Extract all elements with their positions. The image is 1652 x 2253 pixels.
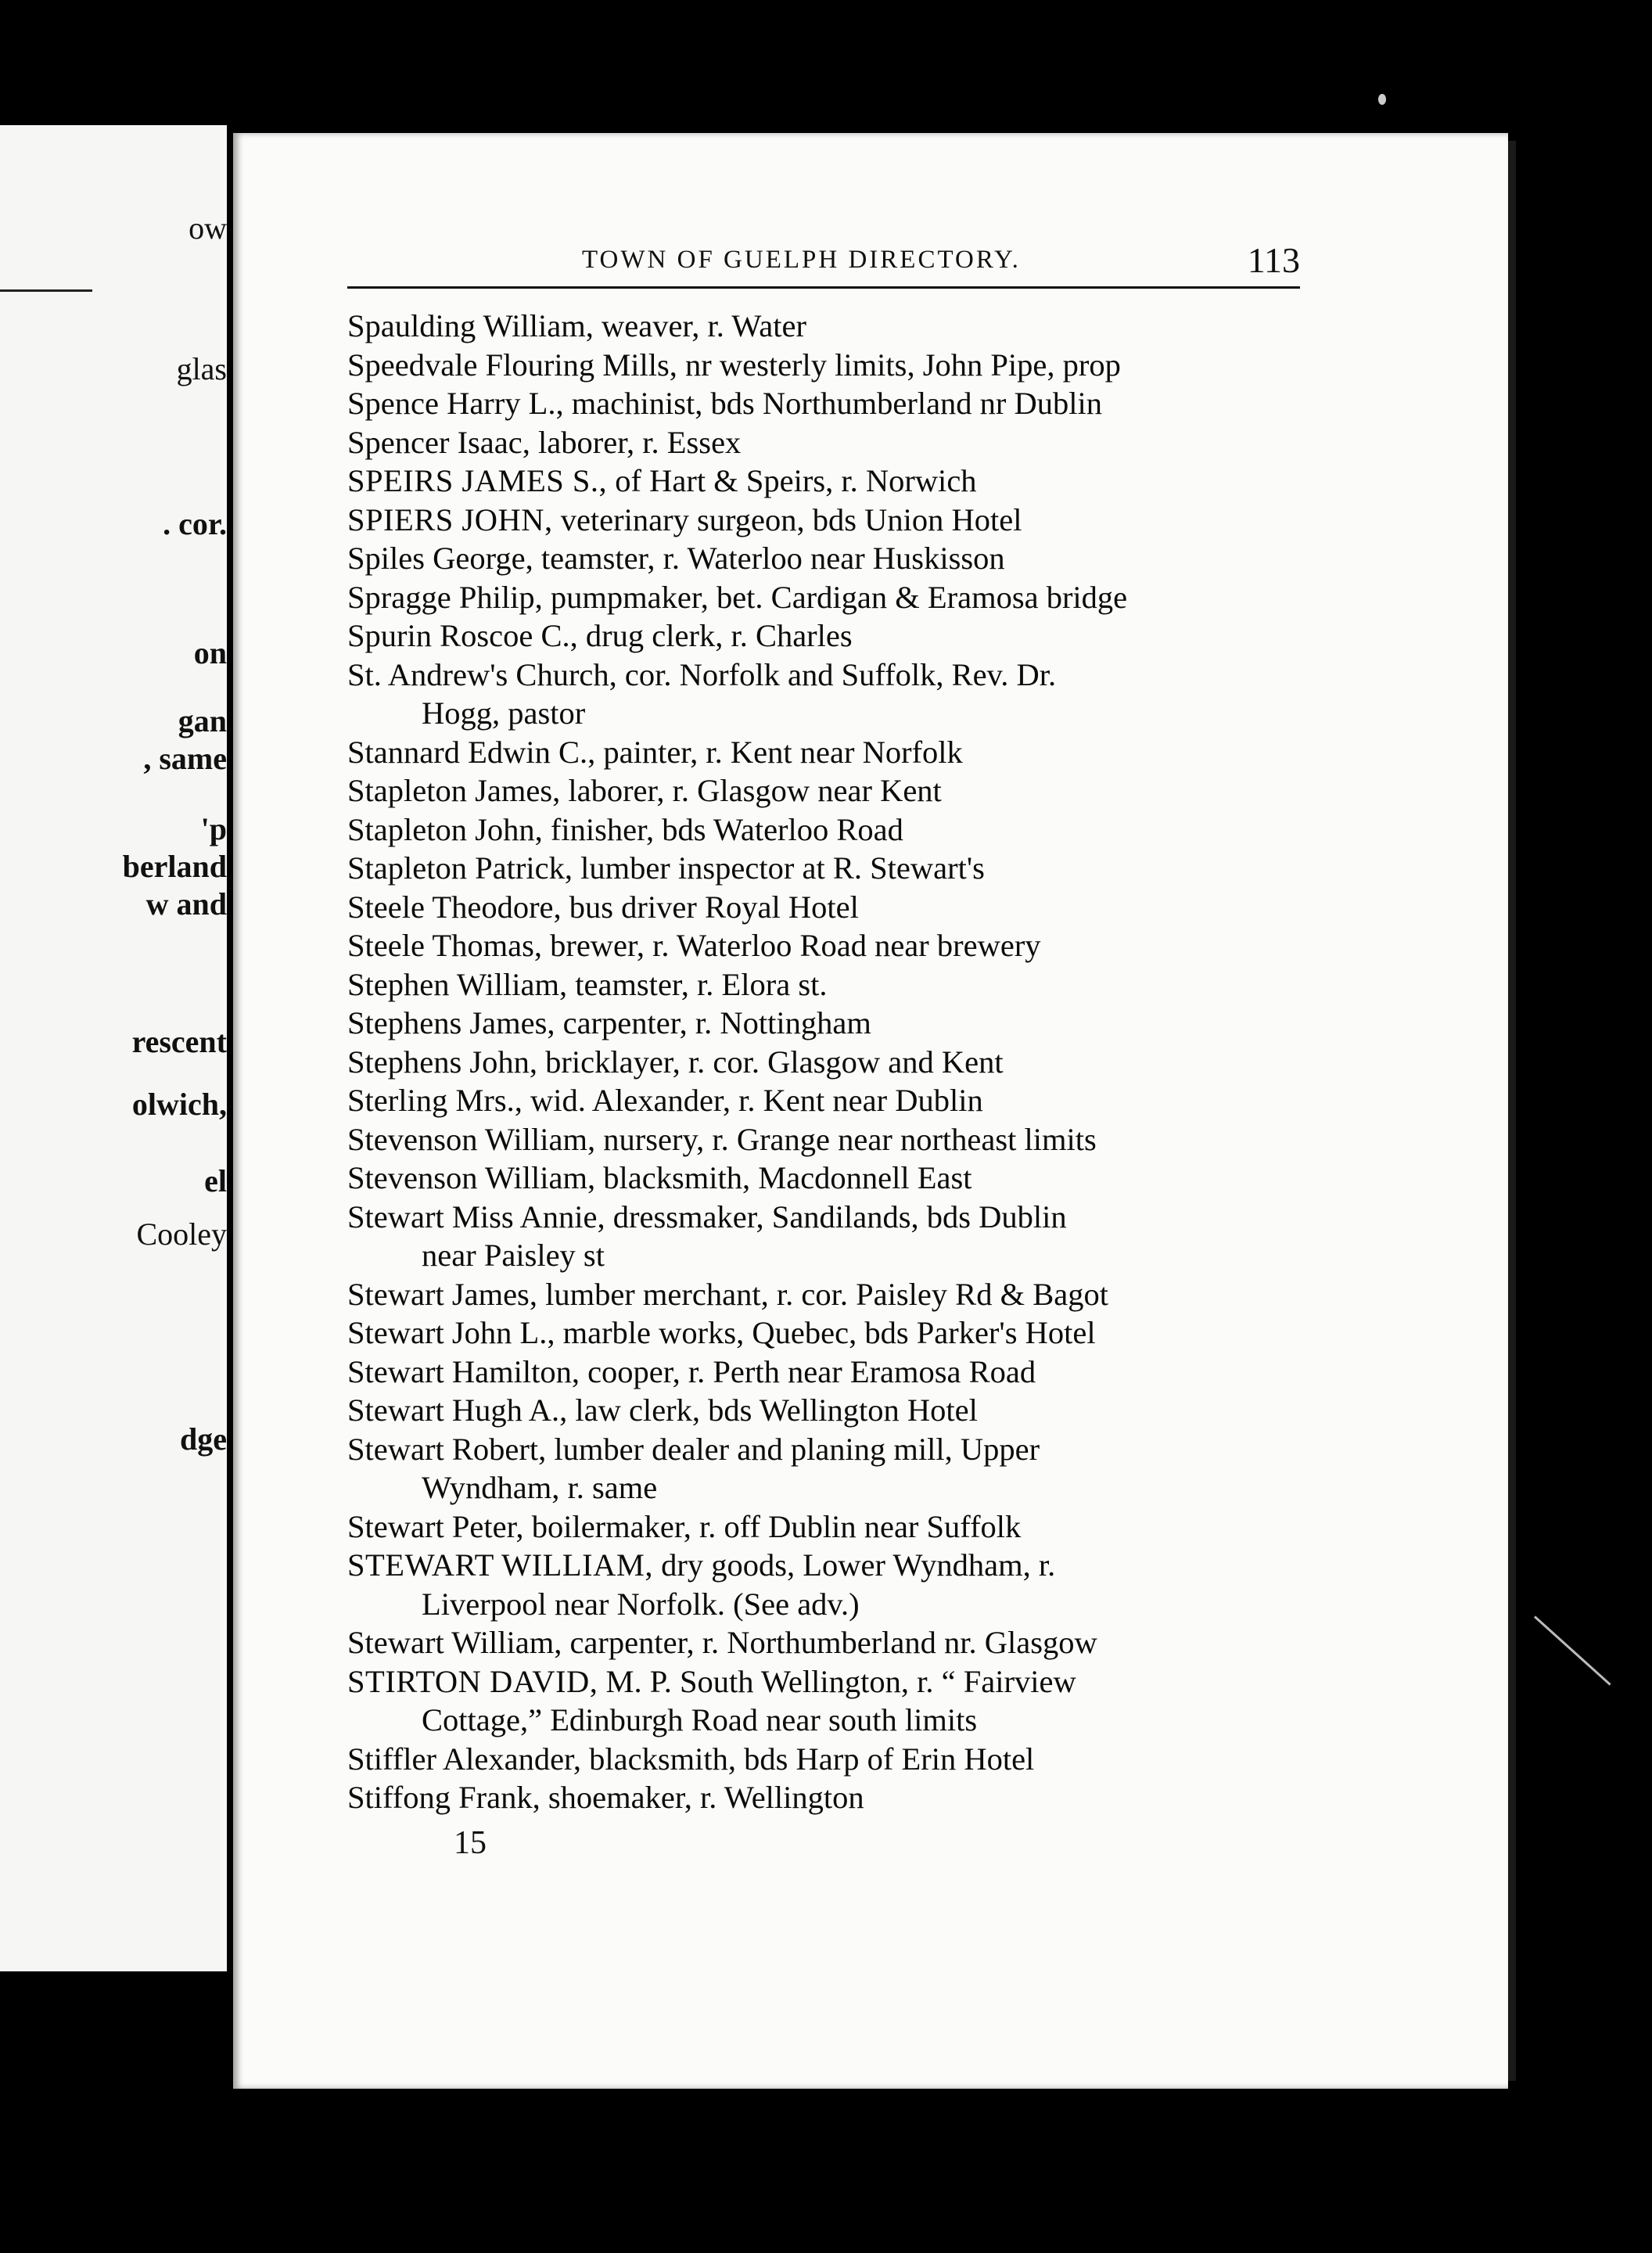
entry-details: Liverpool near Norfolk. (See adv.) xyxy=(422,1586,860,1622)
directory-entry xyxy=(347,1198,1302,1237)
running-head: TOWN OF GUELPH DIRECTORY. xyxy=(582,246,1021,274)
entry-details: nr westerly limits, John Pipe, prop xyxy=(684,347,1121,383)
facing-page-fragment: . cor. xyxy=(163,506,227,541)
directory-entry xyxy=(347,1004,1302,1043)
entry-details: blacksmith, Macdonnell East xyxy=(603,1160,972,1195)
directory-entry xyxy=(347,1546,1302,1585)
directory-entry xyxy=(347,1120,1302,1159)
directory-entry xyxy=(347,810,1302,850)
header-rule xyxy=(347,286,1300,289)
entry-details: carpenter, r. Nottingham xyxy=(562,1005,871,1040)
entry-name: Stiffong Frank, xyxy=(347,1780,540,1815)
entry-name: Spencer Isaac, xyxy=(347,424,530,460)
directory-entry xyxy=(347,1353,1302,1392)
entry-name: STIRTON DAVID, xyxy=(347,1663,598,1699)
entry-details: pumpmaker, bet. Cardigan & Eramosa bridge xyxy=(550,579,1128,615)
page-edge xyxy=(1508,141,1516,2081)
entry-details: teamster, r. Waterloo near Huskisson xyxy=(540,541,1005,576)
entry-name: SPEIRS JAMES S., xyxy=(347,463,608,498)
directory-entry xyxy=(347,501,1302,540)
directory-entry xyxy=(347,307,1302,346)
entry-name: St. Andrew's Church, xyxy=(347,656,617,692)
directory-entry xyxy=(347,965,1302,1004)
directory-entry xyxy=(347,1043,1302,1082)
directory-entry xyxy=(347,926,1302,965)
directory-entry xyxy=(347,1778,1302,1817)
entry-name: Stewart Robert, xyxy=(347,1431,547,1467)
entry-details: carpenter, r. Northumberland nr. Glasgow xyxy=(569,1625,1097,1660)
entry-name: Stevenson William, xyxy=(347,1121,596,1157)
page-number: 113 xyxy=(1247,240,1300,280)
entry-details: weaver, r. Water xyxy=(602,308,806,343)
entry-name: Spiles George, xyxy=(347,541,533,576)
entry-name: Spragge Philip, xyxy=(347,579,543,615)
entry-details: machinist, bds Northumberland nr Dublin xyxy=(571,386,1103,421)
entry-details: lumber inspector at R. Stewart's xyxy=(580,850,985,886)
scan-scratch xyxy=(1534,1615,1611,1685)
directory-entry xyxy=(347,1623,1302,1662)
entry-continuation xyxy=(347,1701,1302,1740)
entry-continuation xyxy=(347,1468,1302,1507)
directory-entry xyxy=(347,578,1302,617)
entry-details: Cottage,” Edinburgh Road near south limits xyxy=(422,1702,978,1737)
entry-details: laborer, r. Essex xyxy=(538,424,742,460)
entry-details: brewer, r. Waterloo Road near brewery xyxy=(550,928,1041,963)
directory-entries xyxy=(347,307,1302,1817)
entry-details: of Hart & Speirs, r. Norwich xyxy=(615,463,977,498)
entry-name: Stewart William, xyxy=(347,1625,562,1660)
entry-name: STEWART WILLIAM, xyxy=(347,1547,654,1583)
entry-details: law clerk, bds Wellington Hotel xyxy=(575,1392,978,1428)
directory-entry xyxy=(347,384,1302,423)
directory-entry xyxy=(347,539,1302,578)
entry-details: M. P. South Wellington, r. “ Fairview xyxy=(605,1663,1076,1699)
facing-page-fragment: glas xyxy=(176,351,227,386)
entry-details: lumber dealer and planing mill, Upper xyxy=(554,1431,1040,1467)
directory-entry xyxy=(347,888,1302,927)
entry-details: boilermaker, r. off Dublin near Suffolk xyxy=(531,1508,1022,1544)
entry-continuation xyxy=(347,1236,1302,1275)
directory-entry xyxy=(347,771,1302,810)
entry-name: Steele Thomas, xyxy=(347,928,542,963)
facing-page-fragment: el xyxy=(204,1163,227,1198)
entry-details: veterinary surgeon, bds Union Hotel xyxy=(560,501,1022,537)
facing-page-fragment: ow xyxy=(189,210,227,246)
directory-entry xyxy=(347,849,1302,888)
entry-details: near Paisley st xyxy=(422,1238,605,1273)
directory-entry xyxy=(347,1159,1302,1198)
directory-entry xyxy=(347,1662,1302,1701)
entry-details: cor. Norfolk and Suffolk, Rev. Dr. xyxy=(624,656,1057,692)
entry-name: Stewart Hugh A., xyxy=(347,1392,568,1428)
facing-page xyxy=(0,125,227,1971)
entry-name: Stiffler Alexander, xyxy=(347,1741,582,1777)
entry-details: finisher, bds Waterloo Road xyxy=(550,811,903,847)
facing-page-fragment: Cooley xyxy=(136,1216,227,1252)
entry-details: lumber merchant, r. cor. Paisley Rd & Bagot xyxy=(545,1276,1108,1312)
directory-entry xyxy=(347,1081,1302,1120)
entry-details: marble works, Quebec, bds Parker's Hotel xyxy=(562,1315,1096,1350)
entry-details: shoemaker, r. Wellington xyxy=(548,1780,864,1815)
entry-details: dressmaker, Sandilands, bds Dublin xyxy=(612,1198,1067,1234)
directory-entry xyxy=(347,1275,1302,1314)
entry-details: blacksmith, bds Harp of Erin Hotel xyxy=(589,1741,1035,1777)
facing-page-fragment: olwich, xyxy=(131,1087,227,1122)
entry-details: painter, r. Kent near Norfolk xyxy=(603,734,963,770)
page-header xyxy=(347,240,1300,291)
entry-name: Stewart Miss Annie, xyxy=(347,1198,605,1234)
entry-name: Stewart John L., xyxy=(347,1315,555,1350)
entry-details: bus driver Royal Hotel xyxy=(569,889,859,925)
entry-continuation xyxy=(347,1585,1302,1624)
entry-name: Stannard Edwin C., xyxy=(347,734,596,770)
facing-page-rule xyxy=(0,289,92,292)
directory-entry xyxy=(347,1507,1302,1547)
entry-name: Stewart Hamilton, xyxy=(347,1353,580,1389)
scan-speck xyxy=(1378,94,1386,105)
entry-name: Stapleton James, xyxy=(347,773,561,808)
entry-name: Spurin Roscoe C., xyxy=(347,618,578,653)
entry-continuation xyxy=(347,694,1302,733)
entry-details: teamster, r. Elora st. xyxy=(575,966,828,1002)
directory-entry xyxy=(347,616,1302,656)
facing-page-fragment: gan xyxy=(178,703,227,738)
entry-name: SPIERS JOHN, xyxy=(347,501,553,537)
facing-page-fragment: berland xyxy=(122,849,227,884)
facing-page-fragment: , same xyxy=(143,741,227,776)
entry-name: Speedvale Flouring Mills, xyxy=(347,347,677,383)
directory-entry xyxy=(347,733,1302,772)
facing-page-fragment: w and xyxy=(145,886,227,922)
entry-details: cooper, r. Perth near Eramosa Road xyxy=(587,1353,1036,1389)
entry-details: nursery, r. Grange near northeast limits xyxy=(603,1121,1097,1157)
directory-entry xyxy=(347,656,1302,695)
entry-details: Wyndham, r. same xyxy=(422,1470,658,1505)
entry-details: laborer, r. Glasgow near Kent xyxy=(568,773,942,808)
facing-page-fragment: dge xyxy=(180,1421,227,1457)
facing-page-fragment: rescent xyxy=(131,1024,227,1059)
directory-entry xyxy=(347,1740,1302,1779)
directory-entry xyxy=(347,1391,1302,1430)
entry-details: dry goods, Lower Wyndham, r. xyxy=(661,1547,1056,1583)
entry-name: Spaulding William, xyxy=(347,308,594,343)
entry-name: Spence Harry L., xyxy=(347,386,564,421)
entry-name: Stapleton Patrick, xyxy=(347,850,573,886)
signature-mark: 15 xyxy=(454,1825,487,1861)
entry-name: Sterling Mrs., xyxy=(347,1083,523,1118)
directory-entry xyxy=(347,1430,1302,1469)
entry-name: Stevenson William, xyxy=(347,1160,596,1195)
entry-name: Stephens James, xyxy=(347,1005,555,1040)
entry-name: Stewart James, xyxy=(347,1276,537,1312)
entry-details: drug clerk, r. Charles xyxy=(585,618,853,653)
entry-name: Stapleton John, xyxy=(347,811,543,847)
facing-page-fragment: 'p xyxy=(200,811,227,846)
entry-details: wid. Alexander, r. Kent near Dublin xyxy=(530,1083,983,1118)
directory-entry xyxy=(347,346,1302,385)
directory-entry xyxy=(347,462,1302,501)
directory-entry xyxy=(347,1313,1302,1353)
entry-name: Stewart Peter, xyxy=(347,1508,524,1544)
entry-name: Steele Theodore, xyxy=(347,889,562,925)
entry-details: bricklayer, r. cor. Glasgow and Kent xyxy=(545,1044,1004,1080)
entry-details: Hogg, pastor xyxy=(422,695,586,731)
facing-page-fragment: on xyxy=(193,635,227,670)
entry-name: Stephens John, xyxy=(347,1044,537,1080)
entry-name: Stephen William, xyxy=(347,966,568,1002)
directory-entry xyxy=(347,423,1302,462)
